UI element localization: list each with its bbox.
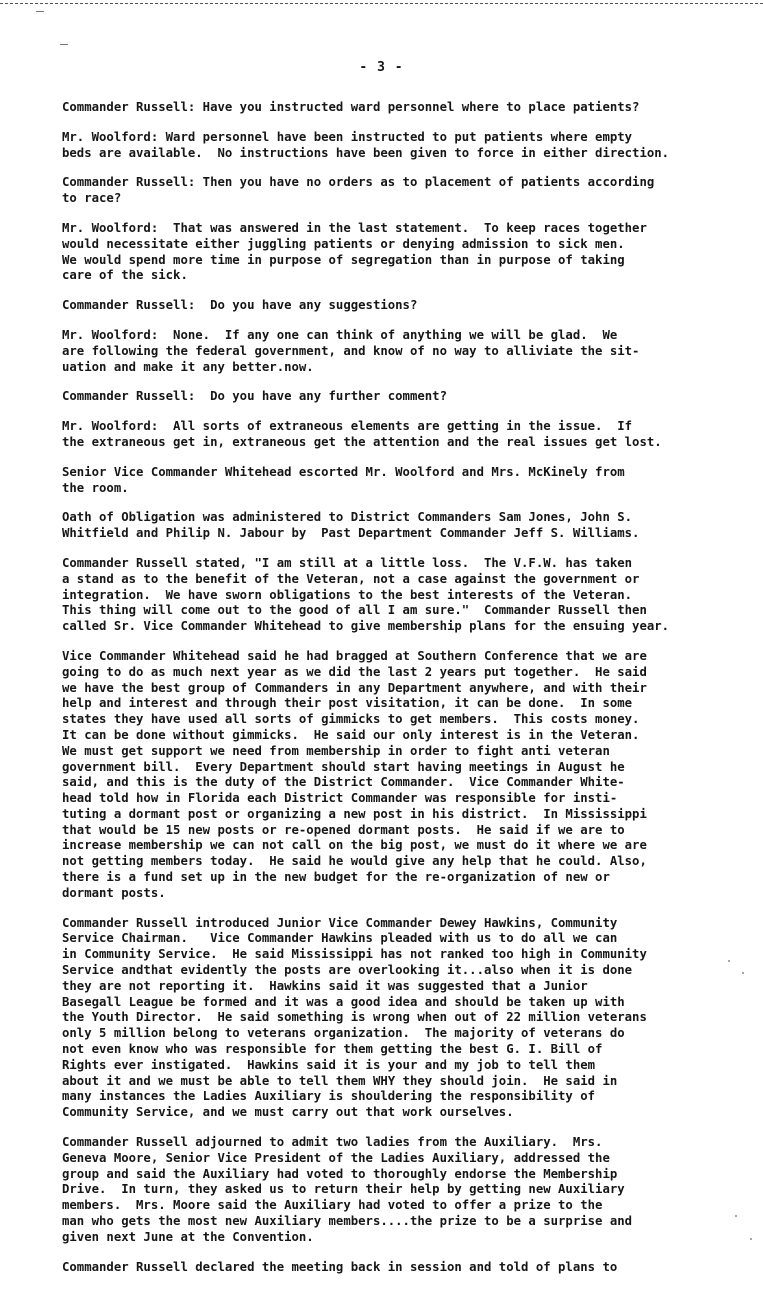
top-dashed-rule: [0, 3, 763, 4]
margin-mark: [36, 11, 44, 12]
paragraph: Mr. Woolford: That was answered in the last statement. To keep races together would necessitate either juggling patients or denying admission to sick men. We would spend more time in purpose of segregation than in purpose of taking care of the sick.: [62, 220, 647, 283]
scan-speck: [728, 960, 730, 962]
paragraph: Commander Russell: Do you have any further comment?: [62, 389, 447, 404]
paragraph: Commander Russell: Have you instructed ward personnel where to place patients?: [62, 100, 640, 114]
scan-speck: [742, 972, 744, 974]
scan-speck: [750, 1238, 752, 1240]
paragraph: Mr. Woolford: Ward personnel have been instructed to put patients where empty beds are available. No instructions have been given to force in either direction.: [62, 129, 670, 160]
document-body: [62, 100, 692, 1289]
page-number: - 3 -: [359, 60, 404, 75]
paragraph: Commander Russell: Do you have any suggestions?: [62, 298, 418, 313]
paragraph: Vice Commander Whitehead said he had bragged at Southern Conference that we are going to do as much next year as we did the last 2 years put together. He said we have the best group of Commanders in any Department anywhere, and with their help and interest and through their post visitation, it can be done. In some states they have used all sorts of gimmicks to get members. This costs money. It can be done without gimmicks. He said our only interest is in the Veteran. We must get support we need from membership in order to fight anti veteran government bill. Every Department should start having meetings in August he said, and this is the duty of the District Commander. Vice Commander White- head told how in Florida each District Commander was responsible for insti- tuting a dormant post or organizing a new post in his district. In Mississippi that would be 15 new posts or re-opened dormant posts. He said if we are to increase membership we can not call on the big post, we must do it where we are not getting members today. He said he would give any help that he could. Also, there is a fund set up in the new budget for the re-organization of new or dormant posts.: [62, 648, 647, 900]
paragraph: Commander Russell introduced Junior Vice Commander Dewey Hawkins, Community Service Chairman. Vice Commander Hawkins pleaded with us to do all we can in Community Service. He said Mississippi has not ranked too high in Community Service andthat evidently the posts are overlooking it...also when it is done they are not reporting it. Hawkins said it was suggested that a Junior Basegall League be formed and it was a good idea and should be taken up with the Youth Director. He said something is wrong when out of 22 million veterans only 5 million belong to veterans organization. The majority of veterans do not even know who was responsible for them getting the best G. I. Bill of Rights ever instigated. Hawkins said it is your and my job to tell them about it and we must be able to tell them WHY they should join. He said in many instances the Ladies Auxiliary is shouldering the responsibility of Community Service, and we must carry out that work ourselves.: [62, 915, 647, 1120]
paragraph: Senior Vice Commander Whitehead escorted Mr. Woolford and Mrs. McKinely from the room.: [62, 464, 625, 495]
paragraph: Mr. Woolford: All sorts of extraneous elements are getting in the issue. If the extraneous get in, extraneous get the attention and the real issues get lost.: [62, 419, 662, 449]
paragraph: Commander Russell adjourned to admit two ladies from the Auxiliary. Mrs. Geneva Moore, Senior Vice President of the Ladies Auxiliary, addressed the group and said the Auxiliary had voted to thoroughly endorse the Membership Drive. In turn, they asked us to return their help by getting new Auxiliary members. Mrs. Moore said the Auxiliary had voted to offer a prize to the man who gets the most new Auxiliary members....the prize to be a surprise and given next June at the Convention.: [62, 1135, 633, 1244]
paragraph: Mr. Woolford: None. If any one can think of anything we will be glad. We are following the federal government, and know of no way to alliviate the sit- uation and make it any better.now.: [62, 327, 640, 374]
scan-speck: [735, 1215, 737, 1217]
paragraph: Commander Russell: Then you have no orders as to placement of patients according to race?: [62, 175, 655, 206]
paragraph: Commander Russell declared the meeting back in session and told of plans to: [62, 1259, 618, 1274]
paragraph: Commander Russell stated, "I am still at a little loss. The V.F.W. has taken a stand as to the benefit of the Veteran, not a case against the government or integration. We have sworn obligations to the best interests of the Veteran. This thing will come out to the good of all I am sure." Commander Russell then called Sr. Vice Commander Whitehead to give membership plans for the ensuing year.: [62, 555, 670, 634]
paragraph: Oath of Obligation was administered to District Commanders Sam Jones, John S. Whitfield and Philip N. Jabour by Past Department Commander Jeff S. Williams.: [62, 510, 640, 541]
margin-mark: [60, 44, 68, 45]
